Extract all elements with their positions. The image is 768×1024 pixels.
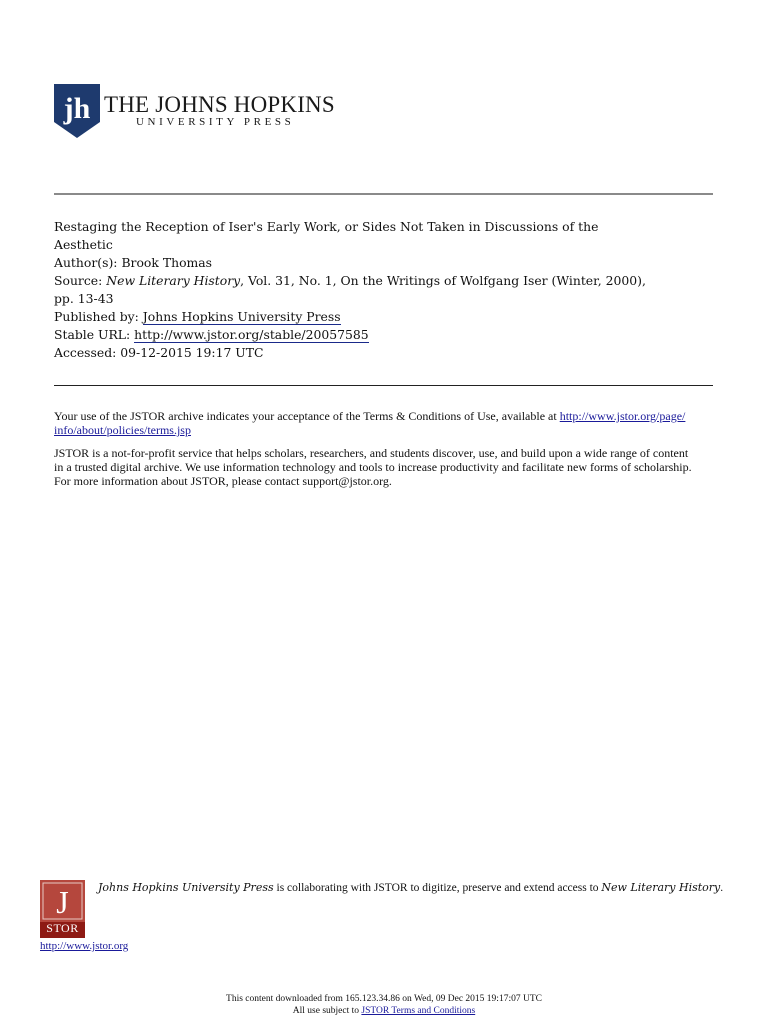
- jstor-info-line2: in a trusted digital archive. We use information technology and tools to increase productivity and facilitate new forms of scholarship.: [54, 460, 692, 474]
- article-title-line1: Restaging the Reception of Iser's Early Work, or Sides Not Taken in Discussions of the: [54, 219, 599, 234]
- footer-terms-link[interactable]: JSTOR Terms and Conditions: [361, 1006, 476, 1016]
- jstor-home-link[interactable]: http://www.jstor.org: [40, 940, 129, 952]
- jstor-logo-emblem: [40, 880, 85, 922]
- svg-text:J: J: [56, 884, 69, 920]
- citation-block: [54, 218, 718, 362]
- collab-end: .: [720, 882, 724, 894]
- accessed-label: Accessed:: [54, 345, 117, 360]
- jstor-url: [40, 940, 128, 952]
- middle-divider: [54, 385, 713, 386]
- terms-paragraph: [54, 409, 724, 437]
- author-line: [54, 254, 718, 272]
- terms-link-part1[interactable]: http://www.jstor.org/page/: [559, 409, 686, 423]
- jstor-info-line1: JSTOR is a not-for-profit service that helps scholars, researchers, and students discover, use, and build upon a wide range of content: [54, 446, 689, 460]
- accessed-date: 09-12-2015 19:17 UTC: [120, 345, 264, 360]
- stable-url-label: Stable URL:: [54, 327, 131, 342]
- jstor-j-icon: [40, 880, 85, 922]
- footer-download-info: This content downloaded from 165.123.34.86 on Wed, 09 Dec 2015 19:17:07 UTC: [226, 994, 542, 1004]
- publisher-logo: [54, 84, 335, 140]
- source-line: [54, 272, 718, 290]
- jstor-info-paragraph: [54, 446, 724, 488]
- source-label: Source:: [54, 273, 103, 288]
- collab-middle: is collaborating with JSTOR to digitize, preserve and extend access to: [273, 882, 602, 894]
- collab-journal: New Literary History: [601, 881, 721, 894]
- source-details: , Vol. 31, No. 1, On the Writings of Wolfgang Iser (Winter, 2000),: [240, 273, 646, 288]
- terms-link-part2[interactable]: info/about/policies/terms.jsp: [54, 423, 191, 437]
- jstor-logo: [40, 880, 85, 938]
- svg-text:jh: jh: [63, 92, 91, 125]
- article-title-line2: Aesthetic: [54, 237, 113, 252]
- author-name: Brook Thomas: [121, 255, 213, 270]
- collab-press: Johns Hopkins University Press: [98, 881, 274, 894]
- source-pages: pp. 13-43: [54, 291, 114, 306]
- jstor-info-line3: For more information about JSTOR, please contact support@jstor.org.: [54, 474, 392, 488]
- stable-url-line: [54, 326, 718, 344]
- collaboration-statement: [98, 881, 738, 894]
- publisher-name-line2: UNIVERSITY PRESS: [136, 116, 295, 128]
- published-line: [54, 308, 718, 326]
- footer-terms-prefix: All use subject to: [292, 1006, 362, 1016]
- author-label: Author(s):: [54, 255, 118, 270]
- terms-text: Your use of the JSTOR archive indicates your acceptance of the Terms & Conditions of Use, available at: [54, 409, 560, 423]
- top-divider: [54, 193, 713, 195]
- jh-shield-icon: [54, 84, 100, 138]
- source-journal: New Literary History: [106, 273, 241, 288]
- footer-terms-line: [0, 1005, 768, 1017]
- publisher-link[interactable]: Johns Hopkins University Press: [142, 309, 341, 324]
- download-footer: [0, 993, 768, 1017]
- accessed-line: [54, 344, 718, 362]
- published-label: Published by:: [54, 309, 139, 324]
- publisher-name-line1: THE JOHNS HOPKINS: [104, 92, 335, 117]
- stable-url-link[interactable]: http://www.jstor.org/stable/20057585: [134, 327, 369, 342]
- jstor-logo-word: STOR: [46, 921, 79, 935]
- terms-block: [54, 409, 724, 497]
